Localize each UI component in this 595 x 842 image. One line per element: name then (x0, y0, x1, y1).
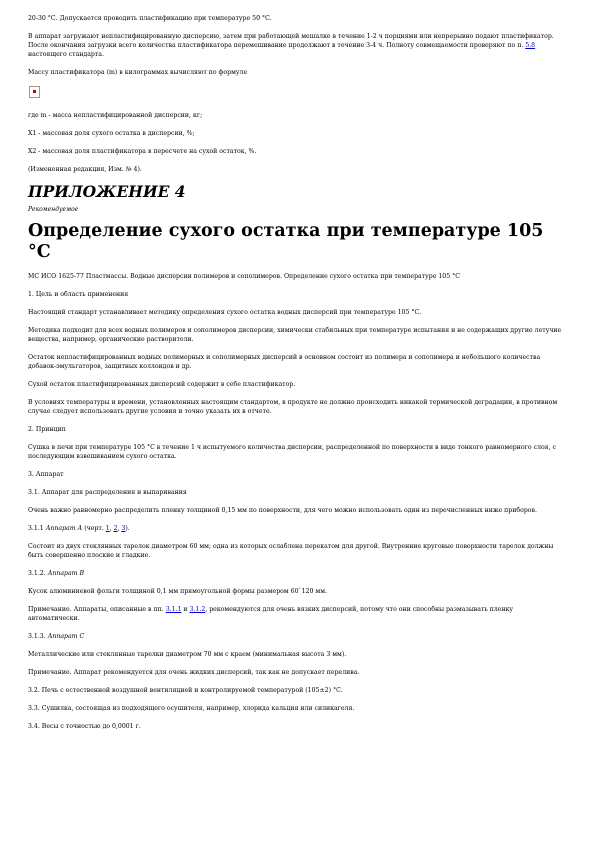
link-3-1-1[interactable]: 3.1.1 (165, 606, 182, 613)
paragraph: Очень важно равномерно распределить пленку толщиной 0,15 мм по поверхности, для чего можно использовать один из перечисленных ниже приборов. (28, 507, 537, 514)
paragraph-text: Примечание. Аппараты, описанные в пп. (28, 606, 164, 613)
paragraph-text: и (183, 606, 188, 613)
paragraph: (Измененная редакция, Изм. № 4). (28, 166, 142, 173)
subsection-number: 3.1.1 (28, 525, 44, 532)
paragraph: Массу пластификатора (m) в килограммах вычисляют по формуле (28, 69, 248, 76)
link-drawing-2[interactable]: 2 (113, 525, 118, 532)
appendix-heading: ПРИЛОЖЕНИЕ 4 (28, 182, 186, 201)
subsection-heading: 3.1. Аппарат для распределения и выпаривания (28, 489, 187, 496)
paragraph: Сухой остаток пластифицированных дисперсий содержит в себе пластификатор. (28, 381, 296, 388)
paragraph: Кусок алюминиевой фольги толщиной 0,1 мм прямоугольной формы размером 60`120 мм. (28, 588, 328, 595)
paragraph: 3.3. Сушилка, состоящая из подходящего осушителя, например, хлорида кальция или силикагеля. (28, 705, 355, 712)
paragraph: Х2 - массовая доля пластификатора в пересчете на сухой остаток, %. (28, 148, 257, 155)
paragraph: МС ИСО 1625-77 Пластмассы. Водные дисперсии полимеров и сополимеров. Определение сухого остатка при температуре 105 °С (28, 273, 460, 280)
subsection-number: 3.1.2. (28, 570, 46, 577)
paragraph-text: настоящего стандарта. (28, 51, 104, 58)
paragraph: Металлические или стеклянные тарелки диаметром 70 мм с краем (минимальная высота 3 мм). (28, 651, 347, 658)
link-drawing-3[interactable]: 3 (121, 525, 126, 532)
paragraph: 3.2. Печь с естественной воздушной вентиляцией и контролируемой температурой (105±2) °С. (28, 687, 343, 694)
paragraph: Настоящий стандарт устанавливает методику определения сухого остатка водных дисперсий при температуре 105 °С. (28, 309, 422, 316)
apparatus-name: Аппарат А (45, 525, 83, 532)
paragraph: Состоит из двух стеклянных тарелок диаметром 60 мм; одна из которых ослаблена перекатом для другой. Внутренние круговые поверхности тарелок должны быть совершенно плоские и гладкие. (28, 543, 554, 559)
link-3-1-2[interactable]: 3.1.2 (189, 606, 206, 613)
paragraph: Методика подходит для всех водных полимеров и сополимеров дисперсии, химически стабильных при температуре испытания и не содержащих другие летучие вещества, например, органические растворители. (28, 327, 562, 343)
subsection-heading (28, 632, 565, 641)
broken-image-icon (29, 86, 40, 98)
section-heading: 1. Цель и область применения (28, 291, 129, 298)
paragraph: 20-30 °С. Допускается проводить пластификацию при температуре 50 °С. (28, 15, 272, 22)
paragraph-text: В аппарат загружают непластифицированную дисперсию, затем при работающей мешалке в течение 1-2 ч порциями или непрерывно подают пластификатор. После окончания загрузки всего количества пластификатора перемешивание продолжают в течение 3-4 ч. Полноту совмещаемости проверяют по п. (28, 33, 554, 49)
page-title: Определение сухого остатка при температуре 105 °С (28, 221, 544, 262)
paragraph-text: (черт. (84, 525, 104, 532)
paragraph: где m - масса непластифицированной дисперсии, кг; (28, 112, 203, 119)
paragraph-text: ). (125, 525, 130, 532)
section-heading: 2. Принцип (28, 426, 66, 433)
paragraph: Сушка в печи при температуре 105 °С в течение 1 ч испытуемого количества дисперсии, распределенной по поверхности в виде тонкого равномерного слоя, с последующим взвешиванием сухого остатка. (28, 444, 556, 460)
link-drawing-1[interactable]: 1 (105, 525, 110, 532)
paragraph: Остаток непластифицированных водных полимерных и сополимерных дисперсий в основном состоит из полимера и сополимера и небольшого количества добавок-эмульгаторов, защитных коллоидов и др. (28, 354, 541, 370)
document-page (28, 14, 565, 740)
paragraph-text: , рекомендуются для очень вязких дисперсий, потому что они способны размазывать пленку автоматически. (28, 606, 514, 622)
paragraph: 3.4. Весы с точностью до 0,0001 г. (28, 723, 141, 730)
apparatus-name: Аппарат С (47, 633, 85, 640)
section-heading: 3. Аппарат (28, 471, 64, 478)
subsection-number: 3.1.3. (28, 633, 46, 640)
subsection-heading (28, 569, 565, 578)
paragraph: В условиях температуры и времени, установленных настоящим стандартом, в продукте не должно происходить никакой термической деградации, в противном случае следует использовать другие условия и точно указать их в отчете. (28, 399, 558, 415)
recommended-label: Рекомендуемое (28, 206, 79, 213)
paragraph: Х1 - массовая доля сухого остатка в дисперсии, %; (28, 130, 195, 137)
paragraph: Примечание. Аппарат рекомендуется для очень жидких дисперсий, так как не допускает перелива. (28, 669, 360, 676)
link-5-8[interactable]: 5.8 (525, 42, 536, 49)
subsection-heading: 3.1.1 Аппарат А (черт. 1, 2, 3). (28, 525, 130, 532)
apparatus-name: Аппарат В (47, 570, 85, 577)
paragraph (28, 32, 565, 59)
paragraph (28, 605, 565, 623)
